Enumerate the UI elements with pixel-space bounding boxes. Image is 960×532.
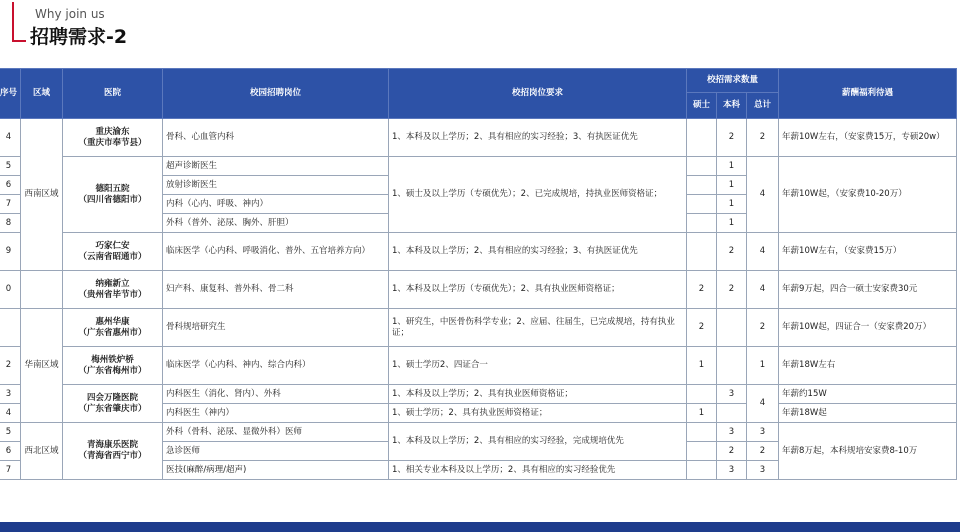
table-row <box>0 347 957 385</box>
row-number: 2 <box>0 347 21 385</box>
row-number: 9 <box>0 233 21 271</box>
hospital-name: 巧家仁安 <box>95 240 130 251</box>
requirement-cell: 1、硕士学历2、四证合一 <box>389 347 687 385</box>
salary-cell: 年薪18W左右 <box>779 347 957 385</box>
hospital-location: （贵州省毕节市） <box>78 289 147 300</box>
position-cell: 骨科规培研究生 <box>163 309 389 347</box>
position-cell: 内科医生（消化、肾内）、外科 <box>163 385 389 404</box>
master-count: 2 <box>687 309 717 347</box>
hospital-location: （广东省肇庆市） <box>78 403 147 414</box>
master-count: 2 <box>687 271 717 309</box>
table-row <box>0 157 957 176</box>
header-master: 硕士 <box>687 93 717 119</box>
header-bachelor: 本科 <box>717 93 747 119</box>
bachelor-count: 1 <box>717 157 747 176</box>
master-count <box>687 233 717 271</box>
hospital-location: （青海省西宁市） <box>78 451 147 461</box>
header-requirement: 校招岗位要求 <box>389 69 687 119</box>
hospital-name: 惠州华康 <box>95 316 130 327</box>
hospital-cell <box>63 347 163 385</box>
master-count <box>687 442 717 461</box>
row-number: 3 <box>0 385 21 404</box>
hospital-name: 四会万隆医院 <box>86 392 138 403</box>
row-number: 5 <box>0 157 21 176</box>
region-cell: 西北区域 <box>21 423 63 480</box>
salary-cell: 年薪10W起，（安家费10-20万） <box>779 157 957 233</box>
salary-cell: 年薪约15W <box>779 385 957 404</box>
bachelor-count: 3 <box>717 423 747 442</box>
hospital-name: 梅州铁炉桥 <box>91 354 134 365</box>
position-cell: 医技(麻醉/病理/超声) <box>163 461 389 480</box>
requirement-cell: 1、本科及以上学历；2、具有相应的实习经验；3、有执医证优先 <box>389 119 687 157</box>
total-count: 2 <box>747 309 779 347</box>
total-count: 1 <box>747 347 779 385</box>
bachelor-count: 3 <box>717 385 747 404</box>
row-number: 0 <box>0 271 21 309</box>
requirement-cell: 1、本科及以上学历（专硕优先）；2、具有执业医师资格证； <box>389 271 687 309</box>
total-count: 4 <box>747 271 779 309</box>
hospital-cell <box>63 233 163 271</box>
bachelor-count: 1 <box>717 195 747 214</box>
total-count: 4 <box>747 233 779 271</box>
bachelor-count: 2 <box>717 233 747 271</box>
hospital-name: 德阳五院 <box>95 183 130 194</box>
header-no: 序号 <box>0 69 21 119</box>
header-region: 区域 <box>21 69 63 119</box>
hospital-location: （云南省昭通市） <box>78 251 147 262</box>
header-demand: 校招需求数量 <box>687 69 779 93</box>
table-row <box>0 233 957 271</box>
hospital-location: （广东省惠州市） <box>78 327 147 338</box>
region-cell: 西南区域 <box>21 119 63 271</box>
master-count <box>687 423 717 442</box>
hospital-cell <box>63 157 163 233</box>
bachelor-count: 1 <box>717 214 747 233</box>
requirement-cell: 1、本科及以上学历；2、具有相应的实习经验；3、有执医证优先 <box>389 233 687 271</box>
row-number: 7 <box>0 461 21 480</box>
total-count: 4 <box>747 385 779 423</box>
region-cell-empty <box>21 271 63 309</box>
hospital-name: 纳雍新立 <box>95 278 130 289</box>
hospital-location: （广东省梅州市） <box>78 365 147 376</box>
recruitment-table <box>0 68 957 480</box>
master-count: 1 <box>687 404 717 423</box>
hospital-location: （四川省德阳市） <box>78 194 147 205</box>
header-position: 校园招聘岗位 <box>163 69 389 119</box>
header-subtitle: Why join us <box>35 7 105 21</box>
bachelor-count: 3 <box>717 461 747 480</box>
requirement-cell: 1、本科及以上学历；2、具有相应的实习经验，完成规培优先 <box>389 423 687 461</box>
requirement-cell: 1、硕士及以上学历（专硕优先）；2、已完成规培，持执业医师资格证； <box>389 157 687 233</box>
hospital-cell <box>63 423 163 480</box>
requirement-cell: 1、相关专业本科及以上学历；2、具有相应的实习经验优先 <box>389 461 687 480</box>
bachelor-count <box>717 347 747 385</box>
row-number: 8 <box>0 214 21 233</box>
bottom-bar-decoration <box>0 522 960 532</box>
position-cell: 内科医生（神内） <box>163 404 389 423</box>
hospital-location: （重庆市奉节县） <box>78 137 147 148</box>
bachelor-count <box>717 309 747 347</box>
row-number: 5 <box>0 423 21 442</box>
row-number <box>0 309 21 347</box>
total-count: 3 <box>747 461 779 480</box>
table-row <box>0 119 957 157</box>
position-cell: 临床医学（心内科、神内、综合内科） <box>163 347 389 385</box>
total-count: 2 <box>747 119 779 157</box>
salary-cell: 年薪10W左右，（安家费15万，专硕20w） <box>779 119 957 157</box>
row-number: 6 <box>0 176 21 195</box>
requirement-cell: 1、本科及以上学历；2、具有执业医师资格证； <box>389 385 687 404</box>
header-frame-decoration <box>12 2 26 42</box>
header-salary: 薪酬福利待遇 <box>779 69 957 119</box>
hospital-cell <box>63 271 163 309</box>
master-count <box>687 385 717 404</box>
header-hospital: 医院 <box>63 69 163 119</box>
requirement-cell: 1、硕士学历；2、具有执业医师资格证； <box>389 404 687 423</box>
position-cell: 急诊医师 <box>163 442 389 461</box>
master-count <box>687 214 717 233</box>
table-row <box>0 423 957 442</box>
total-count: 2 <box>747 442 779 461</box>
page-title: 招聘需求-2 <box>30 26 128 48</box>
bachelor-count: 2 <box>717 271 747 309</box>
table-row <box>0 385 957 404</box>
position-cell: 外科（普外、泌尿、胸外、肝胆） <box>163 214 389 233</box>
salary-cell: 年薪10W左右，（安家费15万） <box>779 233 957 271</box>
table-row <box>0 271 957 309</box>
master-count <box>687 176 717 195</box>
row-number: 7 <box>0 195 21 214</box>
hospital-name: 重庆渝东 <box>95 126 130 137</box>
row-number: 4 <box>0 404 21 423</box>
hospital-cell <box>63 309 163 347</box>
position-cell: 临床医学（心内科、呼吸消化、普外、五官培养方向） <box>163 233 389 271</box>
position-cell: 外科（骨科、泌尿、显微外科）医师 <box>163 423 389 442</box>
position-cell: 内科（心内、呼吸、神内） <box>163 195 389 214</box>
salary-cell: 年薪10W起，四证合一（安家费20万） <box>779 309 957 347</box>
hospital-cell <box>63 119 163 157</box>
region-cell: 华南区域 <box>21 309 63 423</box>
position-cell: 骨科、心血管内科 <box>163 119 389 157</box>
total-count: 4 <box>747 157 779 233</box>
bachelor-count: 1 <box>717 176 747 195</box>
row-number: 4 <box>0 119 21 157</box>
position-cell: 放射诊断医生 <box>163 176 389 195</box>
position-cell: 超声诊断医生 <box>163 157 389 176</box>
master-count <box>687 119 717 157</box>
bachelor-count <box>717 404 747 423</box>
salary-cell: 年薪18W起 <box>779 404 957 423</box>
master-count: 1 <box>687 347 717 385</box>
total-count: 3 <box>747 423 779 442</box>
position-cell: 妇产科、康复科、普外科、骨二科 <box>163 271 389 309</box>
bachelor-count: 2 <box>717 442 747 461</box>
table-row <box>0 309 957 347</box>
hospital-name: 青海康乐医院 <box>86 440 138 450</box>
salary-cell: 年薪8万起，本科规培安家费8-10万 <box>779 423 957 480</box>
bachelor-count: 2 <box>717 119 747 157</box>
header-total: 总计 <box>747 93 779 119</box>
master-count <box>687 195 717 214</box>
master-count <box>687 157 717 176</box>
row-number: 6 <box>0 442 21 461</box>
requirement-cell: 1、研究生，中医骨伤科学专业；2、应届、往届生，已完成规培，持有执业证； <box>389 309 687 347</box>
hospital-cell <box>63 385 163 423</box>
salary-cell: 年薪9万起，四合一硕士安家费30元 <box>779 271 957 309</box>
master-count <box>687 461 717 480</box>
